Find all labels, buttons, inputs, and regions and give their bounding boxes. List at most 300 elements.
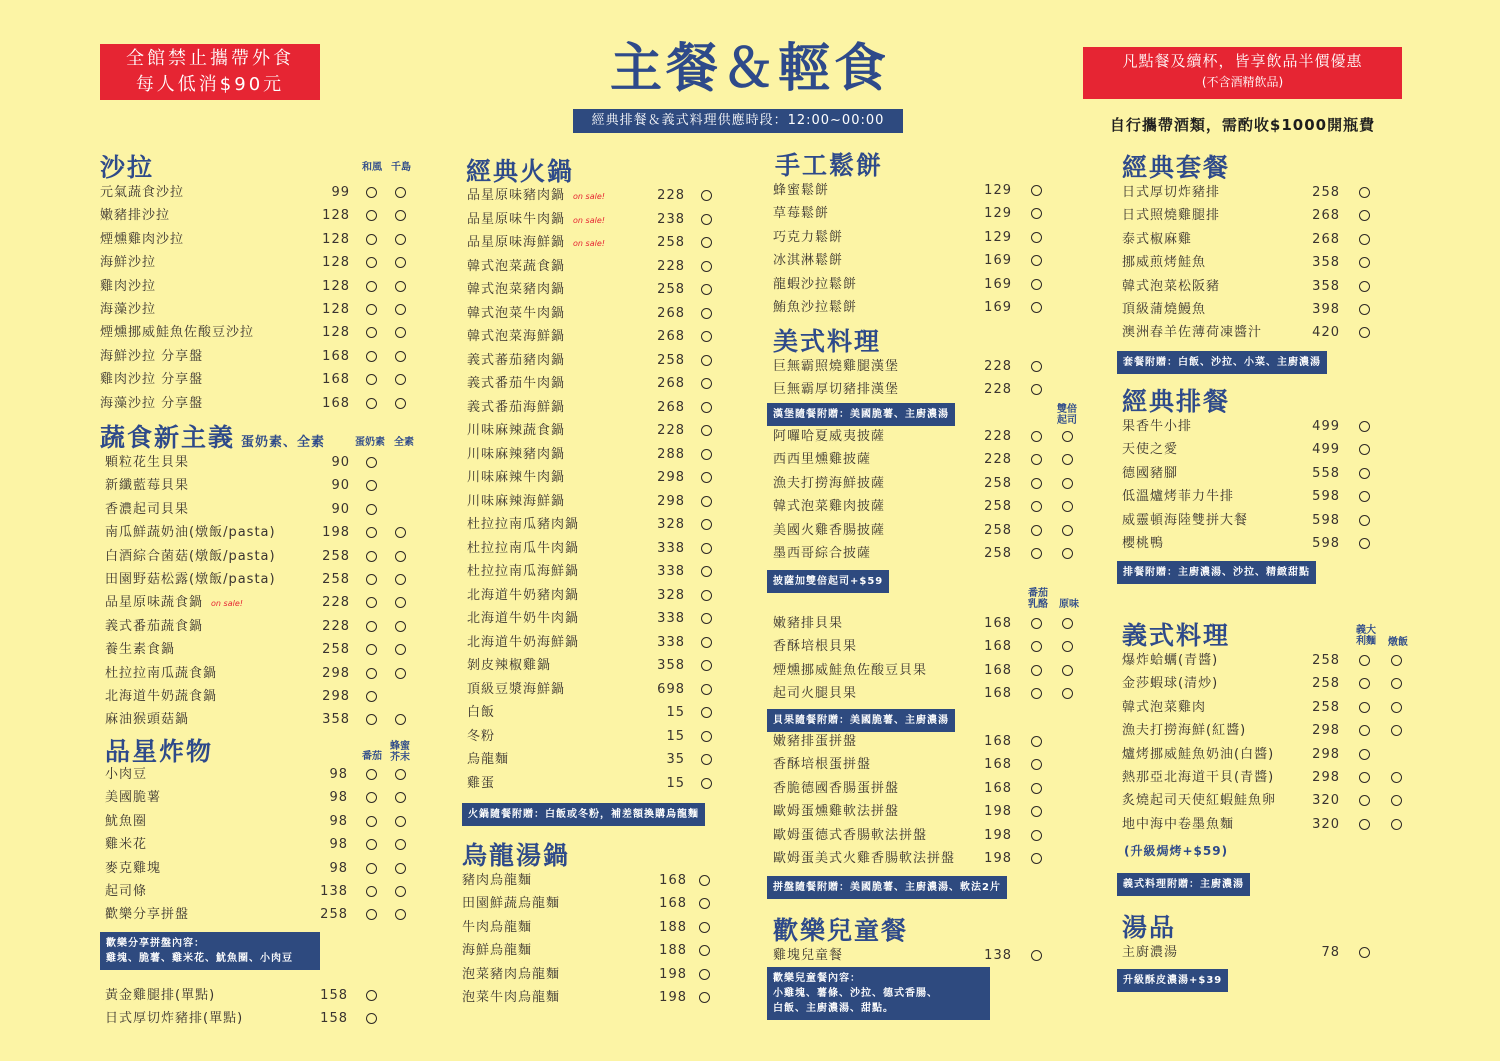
order-checkbox-circle[interactable] (1359, 538, 1370, 549)
section-title-hotpot: 經典火鍋 (466, 157, 575, 186)
item-name (105, 591, 243, 615)
order-checkbox-circle[interactable] (1031, 185, 1042, 196)
order-checkbox-circle[interactable] (366, 621, 377, 632)
item-price: 328 (657, 517, 685, 532)
item-name (1122, 509, 1248, 532)
item-price: 90 (331, 501, 350, 517)
order-checkbox-circle[interactable] (366, 816, 377, 827)
item-name-text: 義式蕃茄豬肉鍋 (467, 352, 566, 368)
order-checkbox-circle[interactable] (1031, 830, 1042, 841)
item-price: 258 (984, 546, 1012, 561)
order-checkbox-circle[interactable] (366, 351, 377, 362)
order-checkbox-circle[interactable] (395, 574, 406, 585)
order-checkbox-circle[interactable] (701, 214, 712, 225)
item-name (773, 355, 899, 378)
order-checkbox-circle[interactable] (395, 909, 406, 920)
order-checkbox-circle[interactable] (701, 684, 712, 695)
item-name (462, 939, 532, 962)
order-checkbox-circle[interactable] (701, 237, 712, 248)
item-name-text: 杜拉拉南瓜豬肉鍋 (467, 517, 580, 532)
order-checkbox-circle[interactable] (395, 210, 406, 221)
fried-menu-item (105, 763, 415, 786)
order-checkbox-circle[interactable] (701, 355, 712, 366)
item-name (105, 763, 147, 786)
order-checkbox-circle[interactable] (1031, 255, 1042, 266)
item-name (773, 777, 899, 800)
item-price: 98 (329, 837, 348, 853)
order-checkbox-circle[interactable] (1031, 302, 1042, 313)
item-name (773, 824, 927, 847)
item-price: 129 (984, 229, 1012, 245)
italian-menu-item (1122, 649, 1411, 672)
item-price: 268 (1312, 231, 1340, 247)
item-name (773, 519, 885, 542)
burger-note: 漢堡隨餐附贈：美國脆薯、主廚濃湯 (767, 403, 955, 426)
salad-col-header-1: 和風 (362, 162, 382, 173)
order-checkbox-circle[interactable] (366, 398, 377, 409)
order-checkbox-circle[interactable] (1031, 641, 1042, 652)
order-checkbox-circle[interactable] (366, 668, 377, 679)
item-name (467, 725, 495, 748)
item-price: 358 (322, 712, 350, 728)
item-name-text: 美國火雞香腸披薩 (773, 522, 886, 538)
on-sale-badge: on sale! (573, 239, 605, 248)
order-checkbox-circle[interactable] (1031, 279, 1042, 290)
item-price: 168 (322, 348, 350, 364)
item-name-text: 頂級豆漿海鮮鍋 (467, 681, 566, 697)
order-checkbox-circle[interactable] (1391, 772, 1402, 783)
item-price: 258 (1312, 653, 1340, 668)
order-checkbox-circle[interactable] (701, 731, 712, 742)
order-checkbox-circle[interactable] (1062, 641, 1073, 652)
order-checkbox-circle[interactable] (366, 691, 377, 702)
item-name-text: 嫩豬排沙拉 (100, 208, 171, 224)
order-checkbox-circle[interactable] (1031, 501, 1042, 512)
order-checkbox-circle[interactable] (1062, 548, 1073, 559)
order-checkbox-circle[interactable] (701, 590, 712, 601)
order-checkbox-circle[interactable] (395, 597, 406, 608)
order-checkbox-circle[interactable] (395, 398, 406, 409)
order-checkbox-circle[interactable] (1031, 431, 1042, 442)
item-price: 558 (1312, 465, 1340, 481)
item-name-text: 海藻沙拉 分享盤 (100, 395, 204, 411)
order-checkbox-circle[interactable] (366, 990, 377, 1001)
set-meal-note: 套餐附贈：白飯、沙拉、小菜、主廚濃湯 (1117, 351, 1327, 374)
hotpot-menu-item (467, 748, 721, 771)
hotpot-menu-item (467, 466, 721, 489)
item-price: 228 (322, 618, 350, 634)
item-name-text: 挪威煎烤鮭魚 (1122, 255, 1207, 271)
item-name-text: 義式番茄蔬食鍋 (105, 618, 204, 634)
item-name-text: 德國豬腳 (1122, 465, 1179, 481)
item-name (773, 378, 899, 401)
item-price: 228 (657, 258, 685, 274)
order-checkbox-circle[interactable] (1359, 749, 1370, 760)
order-checkbox-circle[interactable] (1359, 655, 1370, 666)
order-checkbox-circle[interactable] (701, 308, 712, 319)
order-checkbox-circle[interactable] (701, 402, 712, 413)
hotpot-menu-item (467, 278, 721, 301)
item-price: 598 (1312, 512, 1340, 528)
item-price: 158 (320, 1011, 348, 1027)
item-name (1122, 696, 1206, 719)
order-checkbox-circle[interactable] (1391, 795, 1402, 806)
veg-menu-item (105, 568, 415, 591)
order-checkbox-circle[interactable] (1391, 702, 1402, 713)
order-checkbox-circle[interactable] (1359, 702, 1370, 713)
fried-menu-item (105, 880, 415, 903)
item-price: 258 (322, 642, 350, 658)
item-name (773, 179, 829, 202)
order-checkbox-circle[interactable] (366, 234, 377, 245)
order-checkbox-circle[interactable] (701, 496, 712, 507)
item-name-text: 泰式椒麻雞 (1122, 231, 1193, 247)
item-price: 598 (1312, 536, 1340, 551)
item-name-text: 小肉豆 (105, 767, 148, 782)
order-checkbox-circle[interactable] (395, 863, 406, 874)
order-checkbox-circle[interactable] (366, 839, 377, 850)
order-checkbox-circle[interactable] (366, 792, 377, 803)
order-checkbox-circle[interactable] (1062, 454, 1073, 465)
order-checkbox-circle[interactable] (699, 992, 710, 1003)
order-checkbox-circle[interactable] (366, 257, 377, 268)
item-price: 169 (984, 300, 1012, 315)
order-checkbox-circle[interactable] (1359, 304, 1370, 315)
order-checkbox-circle[interactable] (1062, 688, 1073, 699)
order-checkbox-circle[interactable] (1359, 795, 1370, 806)
veg-col-header-1: 蛋奶素 (355, 437, 385, 448)
order-checkbox-circle[interactable] (1391, 819, 1402, 830)
item-name-text: 香酥培根蛋拼盤 (773, 757, 872, 773)
order-checkbox-circle[interactable] (395, 839, 406, 850)
order-checkbox-circle[interactable] (395, 327, 406, 338)
order-checkbox-circle[interactable] (395, 792, 406, 803)
order-checkbox-circle[interactable] (366, 551, 377, 562)
bagel-menu-item (773, 659, 1082, 682)
item-name-text: 日式厚切炸豬排 (1122, 185, 1221, 200)
item-name (105, 568, 276, 591)
salad-menu-item (100, 181, 415, 204)
order-checkbox-circle[interactable] (395, 187, 406, 198)
order-checkbox-circle[interactable] (366, 597, 377, 608)
order-checkbox-circle[interactable] (1031, 688, 1042, 699)
item-price: 258 (322, 548, 350, 564)
order-checkbox-circle[interactable] (366, 374, 377, 385)
waffle-menu-item (773, 296, 1051, 319)
item-name-text: 冬粉 (467, 728, 496, 744)
item-name (105, 498, 189, 521)
order-checkbox-circle[interactable] (1031, 478, 1042, 489)
steak-menu-item (1122, 438, 1379, 461)
steak-menu-item (1122, 415, 1379, 438)
steak-menu-item (1122, 509, 1379, 532)
italian-col-header-1: 義大利麵 (1356, 625, 1376, 647)
order-checkbox-circle[interactable] (366, 187, 377, 198)
order-checkbox-circle[interactable] (366, 480, 377, 491)
item-price: 268 (657, 329, 685, 344)
order-checkbox-circle[interactable] (1359, 947, 1370, 958)
hotpot-menu-item (467, 231, 721, 254)
order-checkbox-circle[interactable] (1359, 444, 1370, 455)
order-checkbox-circle[interactable] (395, 769, 406, 780)
order-checkbox-circle[interactable] (395, 527, 406, 538)
order-checkbox-circle[interactable] (1359, 819, 1370, 830)
item-name (467, 584, 579, 607)
item-name-text: 冰淇淋鬆餅 (773, 253, 844, 269)
order-checkbox-circle[interactable] (1031, 736, 1042, 747)
item-price: 128 (322, 278, 350, 294)
order-checkbox-circle[interactable] (699, 945, 710, 956)
order-checkbox-circle[interactable] (1031, 950, 1042, 961)
item-name-text: 香濃起司貝果 (105, 501, 190, 517)
item-name-text: 日式照燒雞腿排 (1122, 208, 1221, 224)
item-name (105, 880, 147, 903)
order-checkbox-circle[interactable] (1031, 232, 1042, 243)
order-checkbox-circle[interactable] (701, 637, 712, 648)
item-price: 188 (659, 943, 687, 959)
set-menu-item (1122, 181, 1379, 204)
order-checkbox-circle[interactable] (1359, 491, 1370, 502)
item-name-text: 牛肉烏龍麵 (462, 919, 533, 935)
order-checkbox-circle[interactable] (395, 816, 406, 827)
order-checkbox-circle[interactable] (395, 668, 406, 679)
item-name (467, 513, 579, 536)
order-checkbox-circle[interactable] (701, 754, 712, 765)
item-price: 99 (331, 185, 350, 200)
order-checkbox-circle[interactable] (395, 257, 406, 268)
order-checkbox-circle[interactable] (366, 304, 377, 315)
order-checkbox-circle[interactable] (1359, 234, 1370, 245)
hotpot-note: 火鍋隨餐附贈：白飯或冬粉，補差額換購烏龍麵 (462, 803, 705, 826)
order-checkbox-circle[interactable] (366, 769, 377, 780)
steak-note: 排餐附贈：主廚濃湯、沙拉、精緻甜點 (1117, 561, 1316, 584)
order-checkbox-circle[interactable] (395, 351, 406, 362)
fried-menu-item (105, 810, 415, 833)
item-price: 338 (657, 611, 685, 626)
notice-drink-discount (1083, 47, 1402, 99)
pizza-note: 披薩加雙倍起司+$59 (767, 570, 889, 593)
hotpot-menu-item (467, 255, 721, 278)
item-price: 128 (322, 208, 350, 224)
order-checkbox-circle[interactable] (1031, 783, 1042, 794)
order-checkbox-circle[interactable] (701, 660, 712, 671)
item-name-text: 川味麻辣蔬食鍋 (467, 423, 566, 438)
order-checkbox-circle[interactable] (701, 778, 712, 789)
item-name (105, 786, 161, 809)
order-checkbox-circle[interactable] (1031, 384, 1042, 395)
order-checkbox-circle[interactable] (395, 551, 406, 562)
hotpot-menu-item (467, 772, 721, 795)
item-name (467, 466, 565, 489)
order-checkbox-circle[interactable] (1359, 515, 1370, 526)
order-checkbox-circle[interactable] (366, 863, 377, 874)
item-name-text: 麻油猴頭菇鍋 (105, 712, 190, 728)
item-name (467, 184, 605, 208)
section-title-american: 美式料理 (773, 327, 882, 356)
veg-menu-item (105, 474, 415, 497)
order-checkbox-circle[interactable] (1031, 759, 1042, 770)
order-checkbox-circle[interactable] (1359, 678, 1370, 689)
udon-menu-item (462, 939, 719, 962)
item-name-text: 蜂蜜鬆餅 (773, 183, 830, 198)
order-checkbox-circle[interactable] (395, 374, 406, 385)
item-name-text: 海鮮沙拉 (100, 255, 157, 271)
order-checkbox-circle[interactable] (1031, 665, 1042, 676)
order-checkbox-circle[interactable] (395, 234, 406, 245)
order-checkbox-circle[interactable] (701, 449, 712, 460)
item-price: 288 (657, 446, 685, 462)
item-price: 358 (1312, 278, 1340, 294)
item-name-text: 熱那亞北海道干貝(青醬) (1122, 770, 1275, 785)
order-checkbox-circle[interactable] (701, 707, 712, 718)
order-checkbox-circle[interactable] (1391, 725, 1402, 736)
item-name-text: 煙燻挪威鮭魚佐酸豆沙拉 (100, 325, 255, 341)
item-price: 78 (1321, 945, 1340, 960)
order-checkbox-circle[interactable] (1062, 478, 1073, 489)
on-sale-badge: on sale! (573, 215, 605, 225)
item-price: 258 (1312, 699, 1340, 715)
order-checkbox-circle[interactable] (701, 613, 712, 624)
item-price: 128 (322, 302, 350, 317)
set-menu-item (1122, 228, 1379, 251)
order-checkbox-circle[interactable] (1062, 525, 1073, 536)
order-checkbox-circle[interactable] (366, 644, 377, 655)
waffle-menu-item (773, 273, 1051, 296)
item-name (105, 521, 276, 544)
order-checkbox-circle[interactable] (701, 331, 712, 342)
order-checkbox-circle[interactable] (366, 457, 377, 468)
pizza-menu-item (773, 542, 1082, 565)
order-checkbox-circle[interactable] (701, 425, 712, 436)
order-checkbox-circle[interactable] (1031, 548, 1042, 559)
item-name-text: 北海道牛奶豬肉鍋 (467, 587, 580, 603)
item-name (100, 392, 203, 415)
order-checkbox-circle[interactable] (1359, 772, 1370, 783)
item-name-text: 品星原味豬肉鍋 (467, 188, 566, 203)
item-price: 188 (659, 919, 687, 935)
order-checkbox-circle[interactable] (366, 210, 377, 221)
order-checkbox-circle[interactable] (395, 304, 406, 315)
order-checkbox-circle[interactable] (395, 714, 406, 725)
item-price: 90 (331, 455, 350, 470)
order-checkbox-circle[interactable] (1359, 725, 1370, 736)
item-name (467, 278, 565, 301)
burger-menu-item (773, 378, 1051, 401)
order-checkbox-circle[interactable] (366, 886, 377, 897)
order-checkbox-circle[interactable] (1359, 257, 1370, 268)
item-price: 228 (984, 452, 1012, 468)
item-name (462, 892, 560, 915)
order-checkbox-circle[interactable] (366, 327, 377, 338)
kids-menu-item (773, 944, 1051, 967)
order-checkbox-circle[interactable] (395, 281, 406, 292)
item-name (105, 984, 215, 1007)
order-checkbox-circle[interactable] (1359, 327, 1370, 338)
item-name (1122, 743, 1274, 766)
order-checkbox-circle[interactable] (366, 504, 377, 515)
order-checkbox-circle[interactable] (701, 543, 712, 554)
order-checkbox-circle[interactable] (1359, 468, 1370, 479)
order-checkbox-circle[interactable] (366, 714, 377, 725)
hotpot-menu-item (467, 584, 721, 607)
soup-menu-item (1122, 941, 1379, 964)
order-checkbox-circle[interactable] (699, 875, 710, 886)
order-checkbox-circle[interactable] (1031, 361, 1042, 372)
order-checkbox-circle[interactable] (1359, 281, 1370, 292)
order-checkbox-circle[interactable] (1062, 618, 1073, 629)
order-checkbox-circle[interactable] (699, 898, 710, 909)
order-checkbox-circle[interactable] (366, 574, 377, 585)
order-checkbox-circle[interactable] (1391, 678, 1402, 689)
item-name-text: 香酥培根貝果 (773, 639, 858, 655)
order-checkbox-circle[interactable] (1031, 208, 1042, 219)
order-checkbox-circle[interactable] (1031, 618, 1042, 629)
order-checkbox-circle[interactable] (701, 190, 712, 201)
order-checkbox-circle[interactable] (366, 527, 377, 538)
section-title-fried: 品星炸物 (105, 737, 214, 766)
section-title-kids: 歡樂兒童餐 (773, 916, 909, 945)
item-price: 338 (657, 564, 685, 579)
order-checkbox-circle[interactable] (1062, 501, 1073, 512)
order-checkbox-circle[interactable] (1031, 853, 1042, 864)
item-name (105, 685, 217, 708)
order-checkbox-circle[interactable] (1062, 431, 1073, 442)
order-checkbox-circle[interactable] (395, 886, 406, 897)
order-checkbox-circle[interactable] (1062, 665, 1073, 676)
order-checkbox-circle[interactable] (701, 566, 712, 577)
item-name (467, 372, 565, 395)
item-name-text: 義式番茄海鮮鍋 (467, 399, 566, 415)
order-checkbox-circle[interactable] (366, 281, 377, 292)
order-checkbox-circle[interactable] (701, 472, 712, 483)
section-title-waffle: 手工鬆餅 (775, 151, 884, 180)
item-price: 258 (984, 475, 1012, 491)
item-name (773, 448, 871, 471)
order-checkbox-circle[interactable] (1391, 655, 1402, 666)
order-checkbox-circle[interactable] (395, 621, 406, 632)
order-checkbox-circle[interactable] (1359, 210, 1370, 221)
item-price: 298 (1312, 770, 1340, 785)
item-price: 398 (1312, 302, 1340, 317)
item-name-text: 墨西哥綜合披薩 (773, 546, 872, 561)
order-checkbox-circle[interactable] (1031, 525, 1042, 536)
item-name (773, 202, 829, 225)
order-checkbox-circle[interactable] (699, 969, 710, 980)
order-checkbox-circle[interactable] (1031, 806, 1042, 817)
order-checkbox-circle[interactable] (1359, 187, 1370, 198)
order-checkbox-circle[interactable] (701, 378, 712, 389)
salad-menu-item (100, 345, 415, 368)
order-checkbox-circle[interactable] (366, 909, 377, 920)
order-checkbox-circle[interactable] (701, 261, 712, 272)
order-checkbox-circle[interactable] (366, 1013, 377, 1024)
order-checkbox-circle[interactable] (701, 284, 712, 295)
order-checkbox-circle[interactable] (1031, 454, 1042, 465)
order-checkbox-circle[interactable] (699, 922, 710, 933)
order-checkbox-circle[interactable] (701, 519, 712, 530)
italian-menu-item (1122, 743, 1411, 766)
item-name (773, 542, 871, 565)
fried-menu-item (105, 833, 415, 856)
order-checkbox-circle[interactable] (1359, 421, 1370, 432)
veg-subtitle: 蛋奶素、全素 (241, 435, 326, 450)
order-checkbox-circle[interactable] (395, 644, 406, 655)
item-name-text: 煙燻挪威鮭魚佐酸豆貝果 (773, 662, 928, 678)
item-name-text: 巨無霸厚切豬排漢堡 (773, 382, 900, 398)
item-name-text: 香脆德國香腸蛋拼盤 (773, 780, 900, 796)
item-name-text: 西西里燻雞披薩 (773, 452, 872, 468)
hotpot-menu-item (467, 560, 721, 583)
